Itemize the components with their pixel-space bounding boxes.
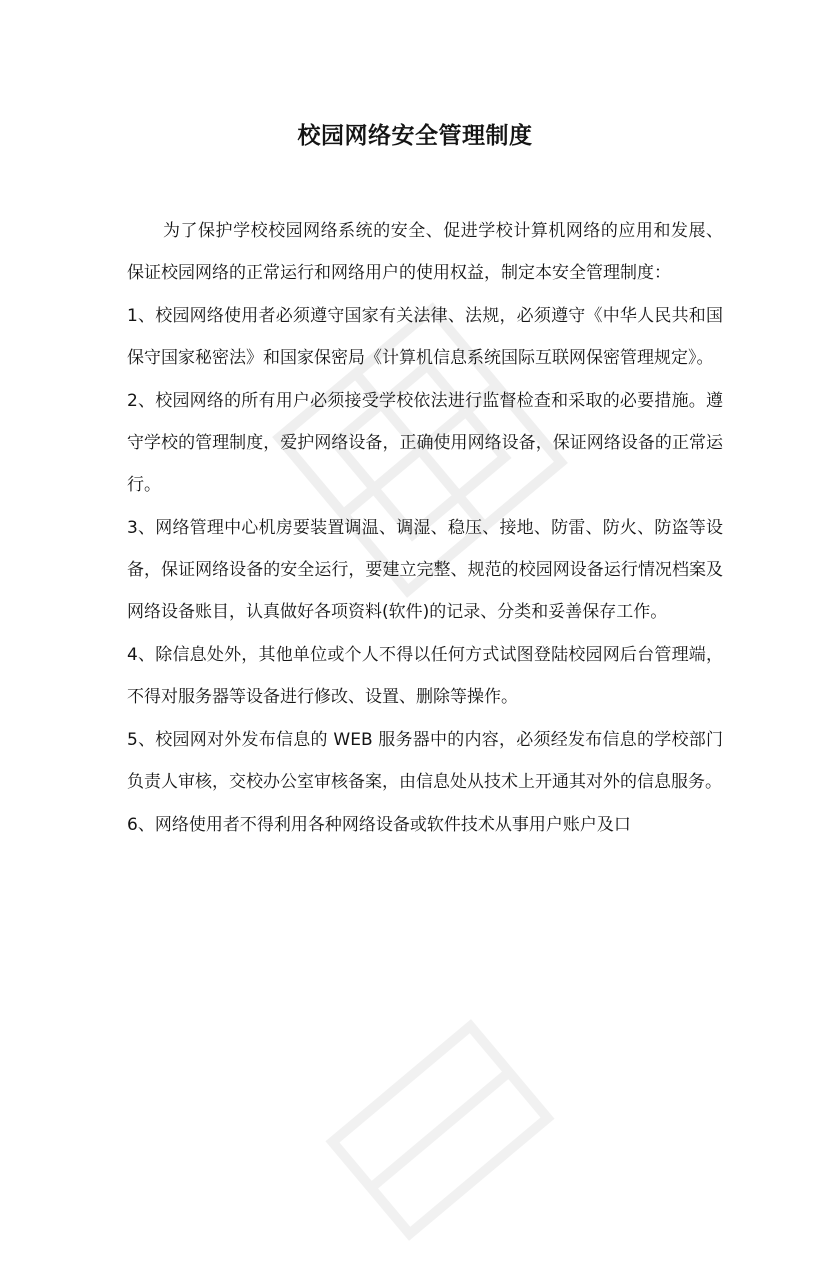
rule-paragraph-3: 3、网络管理中心机房要装置调温、调湿、稳压、接地、防雷、防火、防盗等设备，保证网络设备的安全运行，要建立完整、规范的校园网设备运行情况档案及网络设备账目，认真做好各项资料(软件)的记录、分类和妥善保存工作。 (127, 518, 723, 622)
rule-paragraph-2: 2、校园网络的所有用户必须接受学校依法进行监督检查和采取的必要措施。遵守学校的管理制度，爱护网络设备，正确使用网络设备，保证网络设备的正常运行。 (127, 391, 723, 495)
watermark-graphic-bottom (304, 998, 575, 1262)
rule-paragraph-1: 1、校园网络使用者必须遵守国家有关法律、法规，必须遵守《中华人民共和国保守国家秘密法》和国家保密局《计算机信息系统国际互联网保密管理规定》。 (127, 306, 723, 368)
document-title: 校园网络安全管理制度 (297, 123, 533, 149)
rule-paragraph-4: 4、除信息处外，其他单位或个人不得以任何方式试图登陆校园网后台管理端，不得对服务器等设备进行修改、设置、删除等操作。 (127, 645, 723, 707)
document-body (127, 210, 723, 847)
rule-paragraph-5: 5、校园网对外发布信息的 WEB 服务器中的内容，必须经发布信息的学校部门负责人审核，交校办公室审核备案，由信息处从技术上开通其对外的信息服务。 (127, 730, 723, 792)
intro-paragraph: 为了保护学校校园网络系统的安全、促进学校计算机网络的应用和发展、保证校园网络的正常运行和网络用户的使用权益，制定本安全管理制度： (127, 221, 723, 283)
rule-paragraph-6: 6、网络使用者不得利用各种网络设备或软件技术从事用户账户及口 (127, 815, 631, 835)
